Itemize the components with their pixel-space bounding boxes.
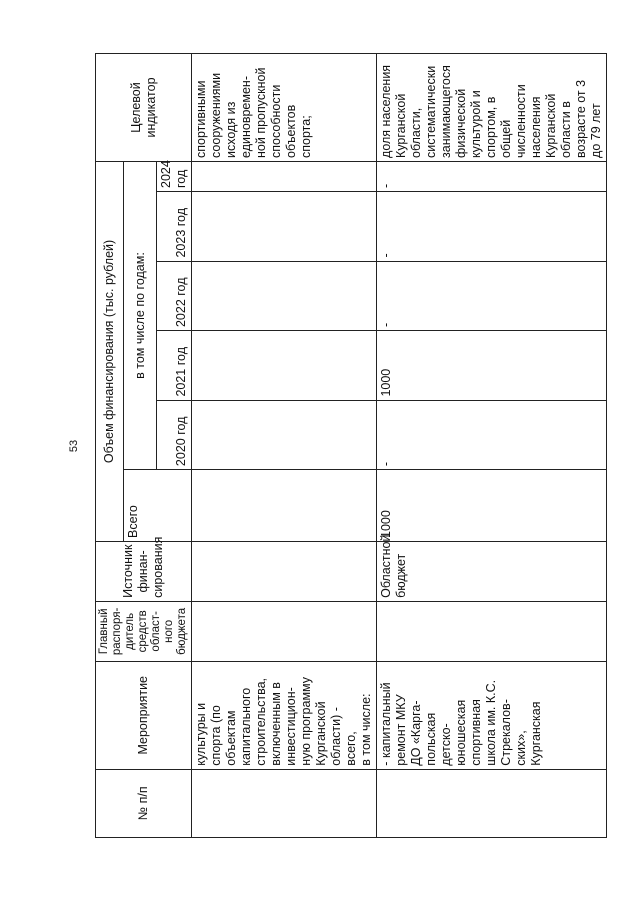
row2-target: доля населения Курганской области, систематически занимающегося физической культурой и спортом, в общей численности населения Курганской области в возрасте от 3 до 79 лет xyxy=(377,54,607,162)
funding-table xyxy=(95,53,607,838)
header-total: Всего xyxy=(124,470,192,542)
row1-num xyxy=(192,769,377,837)
header-year-2022: 2022 год xyxy=(157,261,192,331)
header-funding: Объем финансирования (тыс. рублей) xyxy=(96,161,124,541)
row1-2024 xyxy=(192,161,377,191)
header-year-2024: 2024 год xyxy=(157,161,192,191)
row1-target: спортивными сооружениями исходя из единовремен- ной пропускной способности объектов спорта; xyxy=(192,54,377,162)
rotated-table-container xyxy=(95,53,605,838)
header-source: Источник финан- сирования xyxy=(96,541,192,601)
row2-admin xyxy=(377,601,607,661)
row1-2023 xyxy=(192,192,377,262)
page-number: 53 xyxy=(68,439,80,453)
row1-event: культуры и спорта (по объектам капитального строительства, включенным в инвестицион- ную программу Курганской области) - всего, в том числе: xyxy=(192,661,377,769)
header-year-2020: 2020 год xyxy=(157,400,192,470)
row2-event: - капитальный ремонт МКУ ДО «Карга- польская детско- юношеская спортивная школа им. К.С. Стрекалов- ских», Курганская xyxy=(377,661,607,769)
row1-2022 xyxy=(192,261,377,331)
row1-total xyxy=(192,470,377,542)
row1-admin xyxy=(192,601,377,661)
row1-2020 xyxy=(192,400,377,470)
header-year-2021: 2021 год xyxy=(157,331,192,401)
row2-2024: - xyxy=(377,161,607,191)
header-event: Мероприятие xyxy=(96,661,192,769)
row2-num xyxy=(377,769,607,837)
row2-2020: - xyxy=(377,400,607,470)
header-target: Целевой индикатор xyxy=(96,54,192,162)
header-num: № п/п xyxy=(96,769,192,837)
row2-2023: - xyxy=(377,192,607,262)
row2-source: Областной бюджет xyxy=(377,541,607,601)
header-year-2023: 2023 год xyxy=(157,192,192,262)
row2-total: 1000 xyxy=(377,470,607,542)
header-admin: Главный распоря- дитель средств област- ного бюджета xyxy=(96,601,192,661)
header-by-years: в том числе по годам: xyxy=(124,161,157,469)
row1-2021 xyxy=(192,331,377,401)
row2-2022: - xyxy=(377,261,607,331)
row1-source xyxy=(192,541,377,601)
row2-2021: 1000 xyxy=(377,331,607,401)
